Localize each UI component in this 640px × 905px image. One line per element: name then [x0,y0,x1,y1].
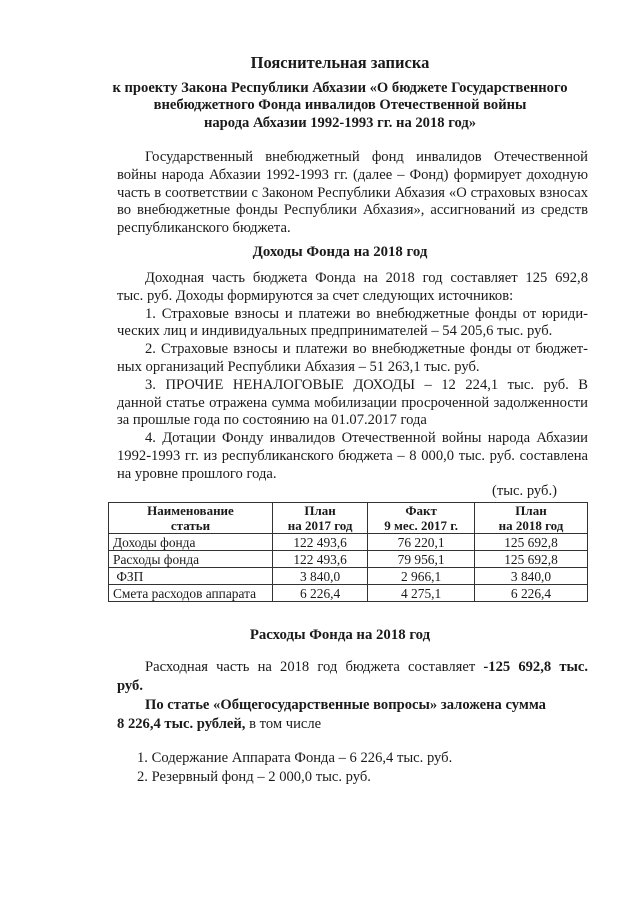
budget-table [108,502,588,602]
income-item-line: на уровне прошлого года. [117,465,277,482]
expense-amount: -125 692,8 тыс. [483,659,589,675]
table-cell: 125 692,8 [475,551,588,568]
income-item-line: ных организаций Республики Абхазия – 51 263,1 тыс. руб. [117,358,480,375]
table-cell: Расходы фонда [109,551,273,568]
article-line: По статье «Общегосударственные вопросы» заложена сумма [145,697,546,713]
table-cell: 3 840,0 [273,568,368,585]
expense-line: Расходная часть на 2018 год бюджета составляет -125 692,8 тыс. [145,659,589,675]
table-cell: 4 275,1 [368,585,475,602]
table-cell: 79 956,1 [368,551,475,568]
document-title: Пояснительная записка [250,53,430,72]
table-cell: 6 226,4 [475,585,588,602]
document-subtitle [80,80,600,132]
table-cell: 2 966,1 [368,568,475,585]
income-line: тыс. руб. Доходы формируются за счет следующих источников: [117,287,514,304]
intro-line: республиканского бюджета. [117,220,291,237]
expense-heading: Расходы Фонда на 2018 год [249,627,431,643]
subtitle-line: внебюджетного Фонда инвалидов Отечественной войны [153,97,527,114]
intro-line: часть в соответствии с Законом Республики Абхазия «О страховых взносах [117,184,588,201]
table-cell: 122 493,6 [273,551,368,568]
income-item-line: 4. Дотации Фонду инвалидов Отечественной войны народа Абхазии [145,430,588,447]
list-item: 1. Содержание Аппарата Фонда – 6 226,4 тыс. руб. [137,750,453,766]
intro-line: Государственный внебюджетный фонд инвалидов Отечественной [145,149,588,165]
table-header: План на 2017 год [273,503,368,534]
income-item-line: данной статье отражена сумма мобилизации просроченной задолженности [117,394,588,411]
income-paragraph [117,270,588,484]
income-item-line: 3. ПРОЧИЕ НЕНАЛОГОВЫЕ ДОХОДЫ – 12 224,1 тыс. руб. В [145,376,588,393]
list-item: 2. Резервный фонд – 2 000,0 тыс. руб. [137,769,371,785]
expense-paragraph [117,658,588,734]
table-cell: 76 220,1 [368,534,475,551]
intro-line: во внебюджетные фонды Республики Абхазия», ассигнований из средств [117,202,588,219]
expense-line: руб. [117,678,143,694]
units-label: (тыс. руб.) [492,483,557,499]
table-cell: 122 493,6 [273,534,368,551]
table-row [109,568,588,585]
income-line: Доходная часть бюджета Фонда на 2018 год составляет 125 692,8 [145,270,588,286]
table-header-row [109,503,588,534]
table-row [109,534,588,551]
table-row [109,585,588,602]
article-line: 8 226,4 тыс. рублей, в том числе [117,716,322,732]
income-heading: Доходы Фонда на 2018 год [252,244,428,260]
table-cell: 3 840,0 [475,568,588,585]
income-item-line: за прошлые года по состоянию на 01.07.2017 года [117,412,427,429]
intro-paragraph [117,149,588,238]
income-item-line: 1. Страховые взносы и платежи во внебюджетные фонды от юриди- [145,305,588,322]
table-row [109,551,588,568]
income-item-line: 1992-1993 гг. из республиканского бюджета – 8 000,0 тыс. руб. составлена [117,447,588,464]
expense-list [137,749,452,787]
income-item-line: ческих лиц и индивидуальных предпринимателей – 54 205,6 тыс. руб. [117,323,553,340]
subtitle-line: народа Абхазии 1992-1993 гг. на 2018 год» [203,114,477,131]
income-item-line: 2. Страховые взносы и платежи во внебюджетные фонды от бюджет- [145,341,588,358]
table-cell: ФЗП [109,568,273,585]
table-cell: 125 692,8 [475,534,588,551]
subtitle-line: к проекту Закона Республики Абхазии «О бюджете Государственного [112,80,568,96]
table-header: Факт 9 мес. 2017 г. [368,503,475,534]
intro-line: войны народа Абхазии 1992-1993 гг. (далее – Фонд) формирует доходную [117,166,588,183]
table-header: План на 2018 год [475,503,588,534]
table-header: Наименование статьи [109,503,273,534]
table-cell: 6 226,4 [273,585,368,602]
table-cell: Доходы фонда [109,534,273,551]
table-cell: Смета расходов аппарата [109,585,273,602]
